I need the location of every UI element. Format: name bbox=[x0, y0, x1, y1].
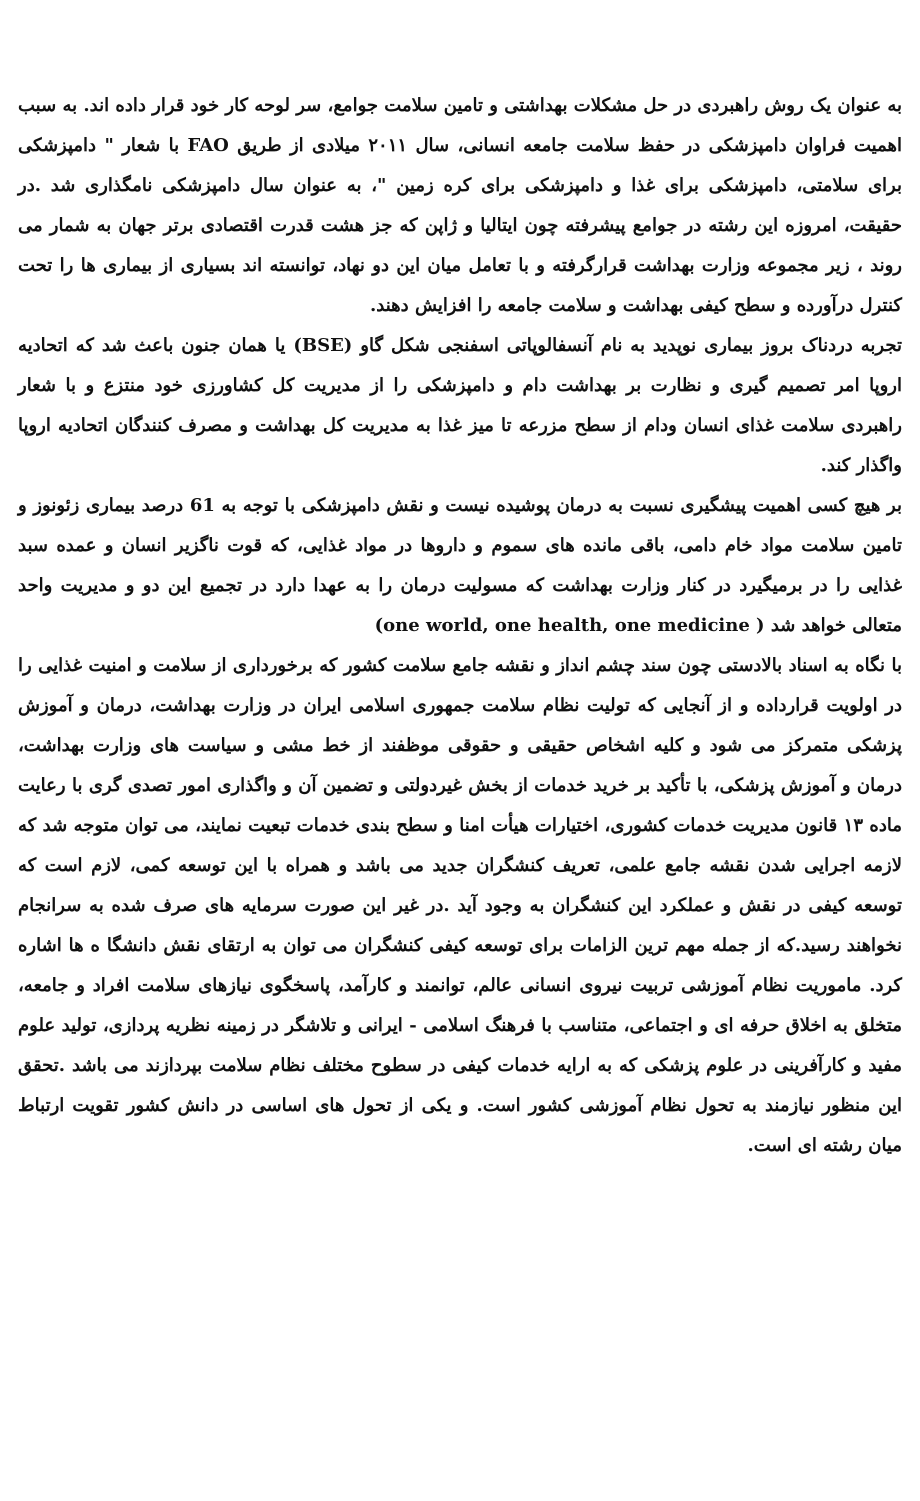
paragraph-veterinary-strategy: به عنوان یک روش راهبردی در حل مشکلات بهداشتی و تامین سلامت جوامع، سر لوحه کار خود قرار داده اند. به سبب اهمیت فراوان دامپزشکی در حفظ سلامت جامعه انسانی، سال ۲۰۱۱ میلادی از طریق FAO با شعار " دامپزشکی برای سلامتی، دامپزشکی برای غذا و دامپزشکی برای کره زمین "، به عنوان سال دامپزشکی نامگذاری شد .در حقیقت، امروزه این رشته در جوامع پیشرفته چون ایتالیا و ژاپن که جز هشت قدرت اقتصادی برتر جهان به شمار می روند ، زیر مجموعه وزارت بهداشت قرارگرفته و با تعامل میان این دو نهاد، توانسته اند بسیاری از بیماری ها را تحت کنترل درآورده و سطح کیفی بهداشت و سلامت جامعه را افزایش دهند. bbox=[18, 95, 902, 316]
document-page bbox=[18, 86, 902, 1166]
paragraph-prevention: بر هیچ کسی اهمیت پیشگیری نسبت به درمان پوشیده نیست و نقش دامپزشکی با توجه به 61 درصد بیماری زئونوز و تامین سلامت مواد خام دامی، باقی مانده های سموم و داروها در مواد غذایی، که قوت ناگزیر انسان و عمده سبد غذایی را در برمیگیرد در کنار وزارت بهداشت که مسولیت درمان را به عهدا دارد در تجمیع این دو و مدیریت واحد متعالی خواهد شد ( one world, one health, one medicine) bbox=[18, 495, 902, 636]
paragraph-health-system: با نگاه به اسناد بالادستی چون سند چشم انداز و نقشه جامع سلامت کشور که برخورداری از سلامت و امنیت غذایی را در اولویت قرارداده و از آنجایی که تولیت نظام سلامت جمهوری اسلامی ایران در وزارت بهداشت، درمان و آموزش پزشکی متمرکز می شود و کلیه اشخاص حقیقی و حقوقی موظفند از خط مشی و سیاست های وزارت بهداشت، درمان و آموزش پزشکی، با تأکید بر خرید خدمات از بخش غیردولتی و تضمین آن و واگذاری امور تصدی گری با رعایت ماده ۱۳ قانون مدیریت خدمات کشوری، اختیارات هیأت امنا و سطح بندی خدمات تبعیت نمایند، می توان متوجه شد که لازمه اجرایی شدن نقشه جامع علمی، تعریف کنشگران جدید می باشد و همراه با این توسعه کمی، لازم است که توسعه کیفی در نقش و عملکرد این کنشگران به وجود آید .در غیر این صورت سرمایه های صرف شده به سرانجام نخواهند رسید.که از جمله مهم ترین الزامات برای توسعه کیفی کنشگران می توان به ارتقای نقش دانشگا ه ها اشاره کرد. ماموریت نظام آموزشی تربیت نیروی انسانی عالم، توانمند و کارآمد، پاسخگوی نیازهای سلامت افراد و جامعه، متخلق به اخلاق حرفه ای و اجتماعی، متناسب با فرهنگ اسلامی - ایرانی و تلاشگر در زمینه نظریه پردازی، تولید علوم مفید و کارآفرینی در علوم پزشکی که به ارایه خدمات کیفی در سطوح مختلف نظام سلامت بپردازند می باشد .تحقق این منظور نیازمند به تحول نظام آموزشی کشور است. و یکی از تحول های اساسی در دانش کشور تقویت ارتباط میان رشته ای است. bbox=[18, 655, 903, 1156]
paragraph-bse-experience: تجربه دردناک بروز بیماری نوپدید به نام آنسفالوپاتی اسفنجی شکل گاو (BSE) یا همان جنون باعث شد که اتحادیه اروپا امر تصمیم گیری و نظارت بر بهداشت دام و دامپزشکی را از مدیریت کل کشاورزی خود منتزع و با شعار راهبردی سلامت غذای انسان ودام از سطح مزرعه تا میز غذا به مدیریت کل بهداشت و مصرف کنندگان اتحادیه اروپا واگذار کند. bbox=[18, 335, 902, 476]
